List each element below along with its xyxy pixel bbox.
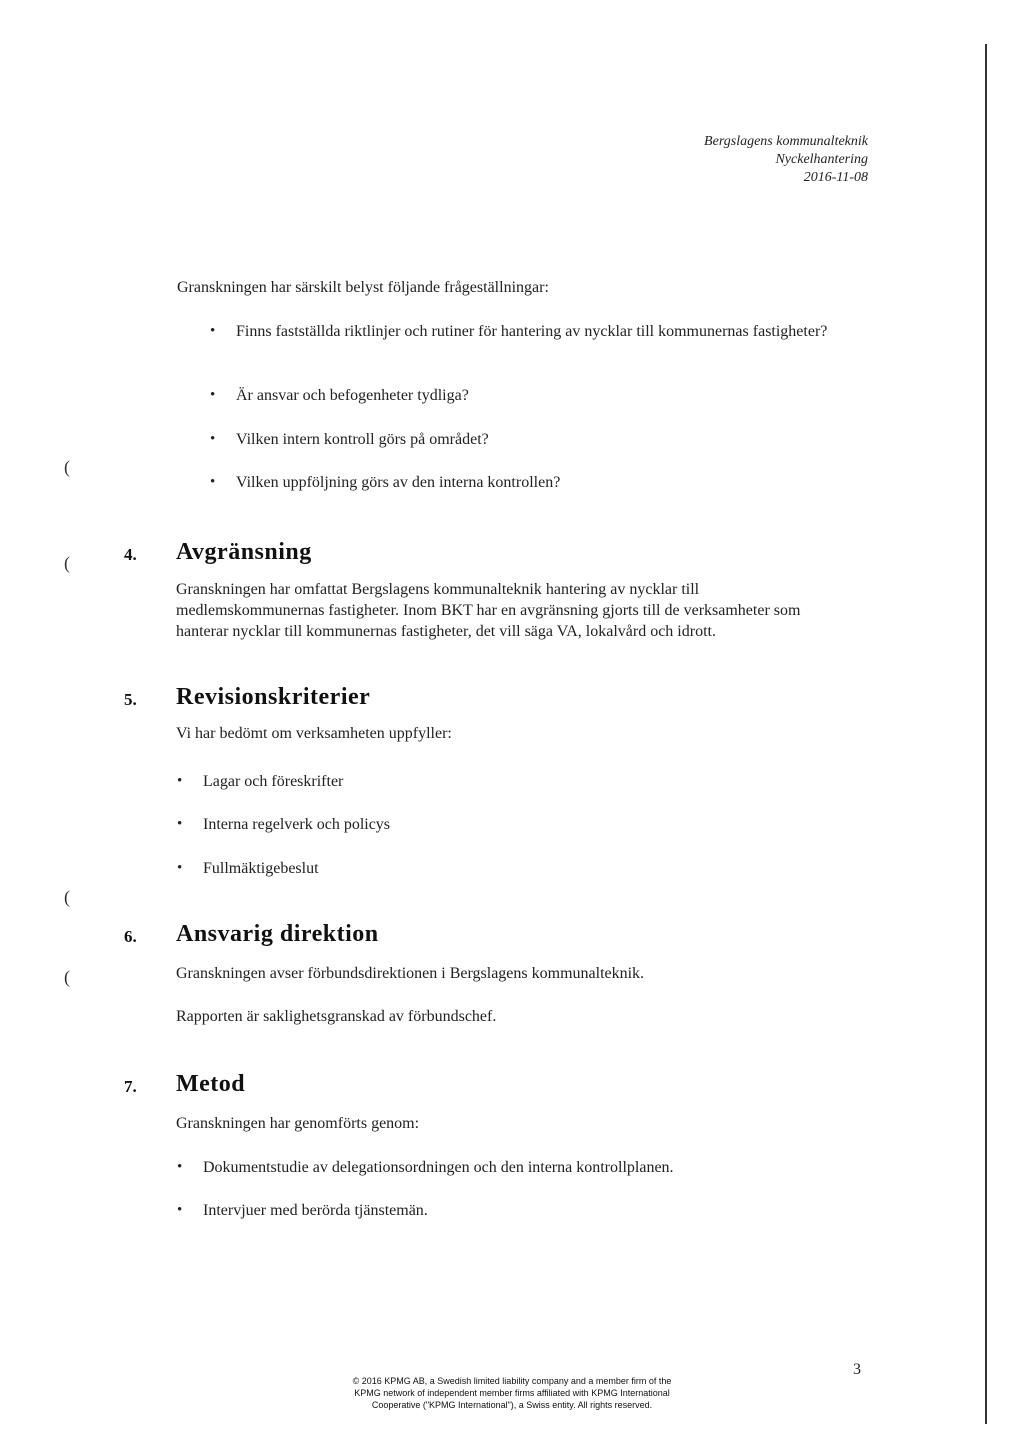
page-edge-line: [985, 44, 987, 1424]
section-paragraph: Vi har bedömt om verksamheten uppfyller:: [176, 725, 452, 742]
list-item: • Vilken uppföljning görs av den interna kontrollen?: [236, 472, 560, 493]
section-number: 7.: [124, 1077, 137, 1096]
page-header: [704, 133, 868, 187]
section-number: 6.: [124, 927, 137, 946]
section-title: Ansvarig direktion: [176, 921, 379, 947]
list-item: • Fullmäktigebeslut: [203, 858, 319, 879]
section-paragraph: Granskningen har genomförts genom:: [176, 1115, 420, 1132]
section-title: Revisionskriterier: [176, 684, 371, 710]
margin-mark: (: [64, 457, 70, 477]
footer-line: Cooperative ("KPMG International"), a Swiss entity. All rights reserved.: [371, 1400, 653, 1410]
section-number: 5.: [124, 690, 137, 709]
intro-text: Granskningen har särskilt belyst följande frågeställningar:: [177, 279, 549, 296]
margin-mark: (: [64, 967, 70, 987]
footer-line: KPMG network of independent member firms affiliated with KPMG International: [354, 1388, 670, 1398]
section-paragraph: Rapporten är saklighetsgranskad av förbundschef.: [176, 1008, 497, 1025]
list-item: • Är ansvar och befogenheter tydliga?: [236, 385, 469, 406]
header-topic: Nyckelhantering: [775, 152, 868, 167]
header-date: 2016-11-08: [803, 170, 868, 185]
list-item: • Vilken intern kontroll görs på området?: [236, 429, 489, 450]
list-item: • Finns fastställda riktlinjer och rutiner för hantering av nycklar till kommunernas fastigheter?: [236, 321, 872, 342]
section-number: 4.: [124, 545, 137, 564]
header-org: Bergslagens kommunalteknik: [704, 134, 868, 149]
margin-mark: (: [64, 887, 70, 907]
page-number: 3: [853, 1361, 861, 1378]
page-footer: [280, 1375, 744, 1411]
section-title: Metod: [176, 1071, 246, 1097]
section-paragraph: Granskningen har omfattat Bergslagens kommunalteknik hantering av nycklar till medlemskommunernas fastigheter. Inom BKT har en avgränsning gjorts till de verksamheter som hanterar nycklar till kommunernas fastigheter, det vill säga VA, lokalvård och idrott.: [176, 581, 801, 640]
list-item: • Interna regelverk och policys: [203, 814, 390, 835]
list-item: • Intervjuer med berörda tjänstemän.: [203, 1200, 428, 1221]
footer-line: © 2016 KPMG AB, a Swedish limited liability company and a member firm of the: [352, 1376, 672, 1386]
margin-mark: (: [64, 553, 70, 573]
list-item: • Lagar och föreskrifter: [203, 771, 343, 792]
list-item: • Dokumentstudie av delegationsordningen och den interna kontrollplanen.: [203, 1157, 674, 1178]
section-title: Avgränsning: [176, 539, 312, 565]
section-paragraph: Granskningen avser förbundsdirektionen i Bergslagens kommunalteknik.: [176, 965, 645, 982]
